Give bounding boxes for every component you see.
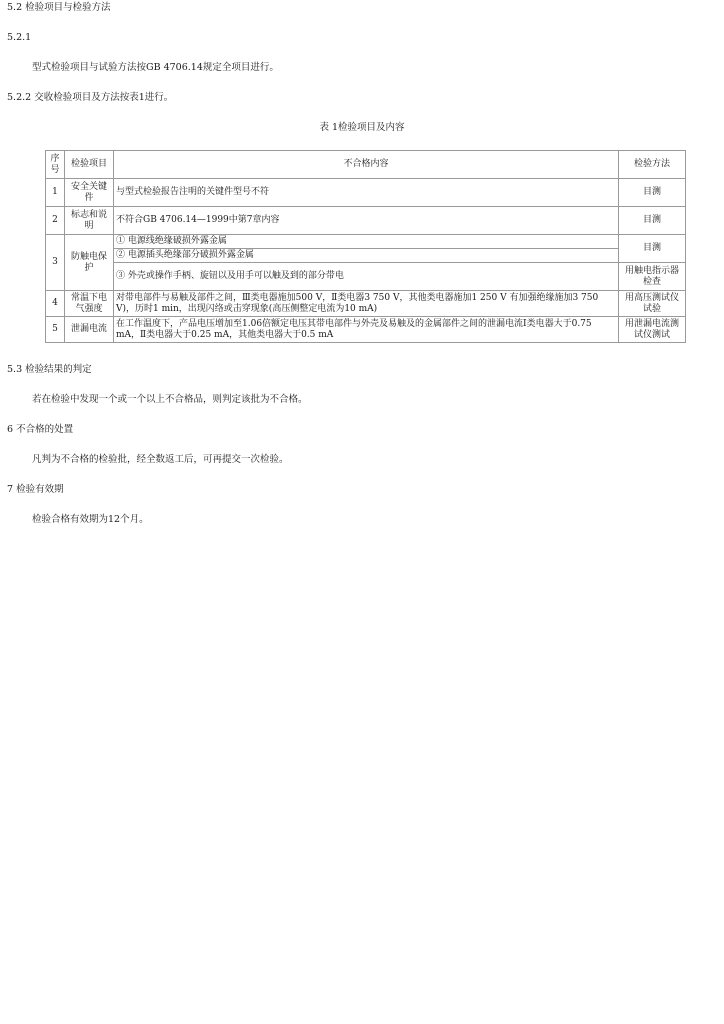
table-row [46, 179, 686, 207]
header-content: 不合格内容 [114, 151, 619, 179]
section-7-heading: 7 检验有效期 [7, 484, 64, 495]
table-subrow [46, 263, 686, 291]
header-no: 序号 [46, 151, 65, 179]
row-content: 对带电部件与易触及部件之间，Ⅲ类电器施加500 V，Ⅱ类电器3 750 V，其他类电器施加1 250 V 有加强绝缘施加3 750 V)，历时1 min，出现闪络或击穿现象(高压侧整定电流为10 mA) [114, 291, 619, 317]
row-item: 标志和说明 [65, 207, 114, 235]
table-row [46, 207, 686, 235]
row-method-ab: 目测 [619, 235, 686, 263]
row-content: 在工作温度下，产品电压增加至1.06倍额定电压其带电部件与外壳及易触及的金属部件之间的泄漏电流Ⅰ类电器大于0.75 mA，Ⅱ类电器大于0.25 mA，其他类电器大于0.5 mA [114, 317, 619, 343]
row-content: 与型式检验报告注明的关键件型号不符 [114, 179, 619, 207]
row-content: 不符合GB 4706.14—1999中第7章内容 [114, 207, 619, 235]
row-content-a: ① 电源线绝缘破损外露金属 [114, 235, 619, 249]
row-item: 防触电保护 [65, 235, 114, 291]
row-no: 5 [46, 317, 65, 343]
inspection-table [45, 150, 686, 343]
section-6-text: 凡判为不合格的检验批，经全数返工后，可再提交一次检验。 [32, 454, 289, 465]
row-no: 1 [46, 179, 65, 207]
row-method-c: 用触电指示器检查 [619, 263, 686, 291]
section-5-3-text: 若在检验中发现一个或一个以上不合格品，则判定该批为不合格。 [32, 394, 308, 405]
row-no: 4 [46, 291, 65, 317]
table-row [46, 235, 686, 249]
row-content-c: ③ 外壳或操作手柄、旋钮以及用手可以触及到的部分带电 [114, 263, 619, 291]
section-6-heading: 6 不合格的处置 [7, 424, 74, 435]
table-row [46, 317, 686, 343]
row-item: 泄漏电流 [65, 317, 114, 343]
table-header-row [46, 151, 686, 179]
row-no: 2 [46, 207, 65, 235]
section-5-2-2-text: 5.2.2 交收检验项目及方法按表1进行。 [7, 92, 174, 103]
row-method: 用泄漏电流测试仪测试 [619, 317, 686, 343]
header-method: 检验方法 [619, 151, 686, 179]
section-7-text: 检验合格有效期为12个月。 [32, 514, 149, 525]
section-5-2-1-text: 型式检验项目与试验方法按GB 4706.14规定全项目进行。 [32, 62, 279, 73]
row-content-b: ② 电源插头绝缘部分破损外露金属 [114, 249, 619, 263]
table-caption: 表 1检验项目及内容 [319, 122, 405, 133]
table-subrow [46, 249, 686, 263]
row-method: 目测 [619, 207, 686, 235]
row-method: 目测 [619, 179, 686, 207]
row-no: 3 [46, 235, 65, 291]
section-5-2-1-heading: 5.2.1 [7, 32, 32, 43]
header-item: 检验项目 [65, 151, 114, 179]
row-item: 常温下电气强度 [65, 291, 114, 317]
row-method: 用高压测试仪试验 [619, 291, 686, 317]
section-5-2-heading: 5.2 检验项目与检验方法 [7, 2, 111, 13]
row-item: 安全关键件 [65, 179, 114, 207]
section-5-3-heading: 5.3 检验结果的判定 [7, 364, 92, 375]
table-row [46, 291, 686, 317]
